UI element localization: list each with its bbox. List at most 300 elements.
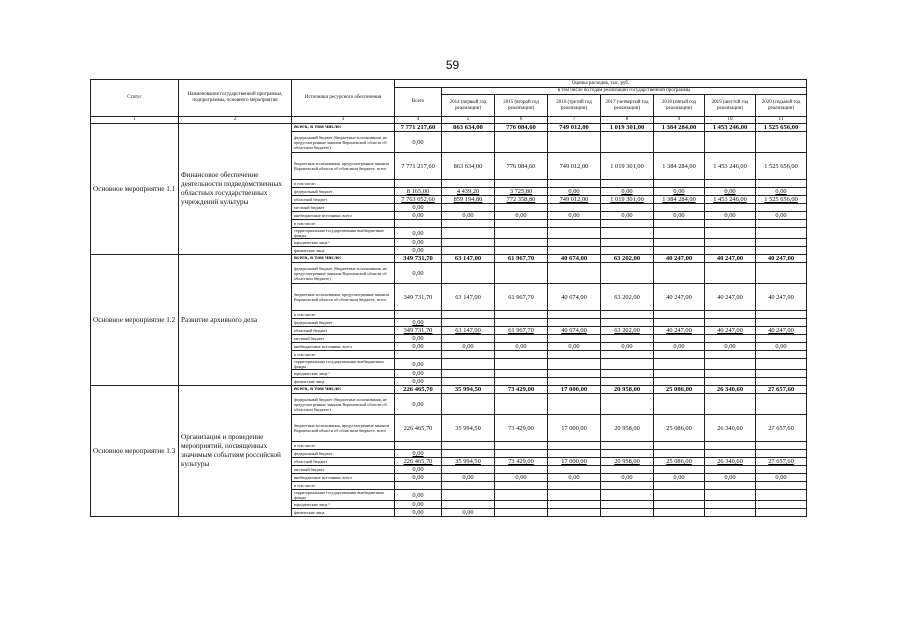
year-value-cell: 17 000,00: [548, 458, 601, 466]
year-value-cell: [548, 263, 601, 284]
year-value-cell: [654, 359, 705, 370]
funding-source-cell: всего, в том числе:: [292, 386, 395, 394]
year-value-cell: [548, 180, 601, 188]
funding-source-cell: физические лица: [292, 247, 395, 255]
year-value-cell: [756, 351, 807, 359]
year-value-cell: 0,00: [654, 474, 705, 482]
header-by-years: в том числе по годам реализации государственной программы: [442, 88, 807, 95]
funding-source-cell: внебюджетные источники, всего: [292, 343, 395, 351]
total-value-cell: 0,00: [395, 335, 442, 343]
funding-source-cell: федеральный бюджет (бюджетные ассигнования, не предусмотренные законом Воронежской области об областном бюджете): [292, 394, 395, 415]
year-value-cell: [705, 228, 756, 239]
funding-source-cell: в том числе:: [292, 311, 395, 319]
header-year: 2016 (третий год реализации): [548, 95, 601, 117]
total-value-cell: 226 465,70: [395, 415, 442, 442]
year-value-cell: [705, 311, 756, 319]
year-value-cell: 63 147,00: [442, 284, 495, 311]
year-value-cell: 73 429,00: [495, 458, 548, 466]
activity-name-cell: Организация и проведение мероприятий, посвященных значимым событиям российской культуры: [179, 386, 292, 517]
funding-source-cell: федеральный бюджет: [292, 188, 395, 196]
year-value-cell: [654, 450, 705, 458]
year-value-cell: 0,00: [548, 212, 601, 220]
year-value-cell: [601, 490, 654, 501]
year-value-cell: [495, 351, 548, 359]
total-value-cell: 0,00: [395, 450, 442, 458]
total-value-cell: 7 763 052,60: [395, 196, 442, 204]
year-value-cell: [601, 466, 654, 474]
year-value-cell: 63 147,00: [442, 255, 495, 263]
year-value-cell: [442, 319, 495, 327]
total-value-cell: 0,00: [395, 204, 442, 212]
year-value-cell: [601, 319, 654, 327]
year-value-cell: [705, 442, 756, 450]
funding-source-cell: бюджетные ассигнования, предусмотренные законом Воронежской области об областном бюджете, всего: [292, 415, 395, 442]
year-value-cell: [756, 228, 807, 239]
status-cell: Основное мероприятие 1.3: [91, 386, 179, 517]
year-value-cell: [495, 466, 548, 474]
year-value-cell: [654, 220, 705, 228]
year-value-cell: [601, 370, 654, 378]
total-value-cell: 0,00: [395, 359, 442, 370]
year-value-cell: [705, 204, 756, 212]
funding-source-cell: в том числе:: [292, 220, 395, 228]
column-number: 1: [91, 117, 179, 124]
year-value-cell: 35 994,50: [442, 458, 495, 466]
year-value-cell: [705, 394, 756, 415]
funding-source-cell: физические лица: [292, 509, 395, 517]
header-year: 2014 (первый год реализации): [442, 95, 495, 117]
year-value-cell: [495, 263, 548, 284]
year-value-cell: [442, 132, 495, 153]
total-value-cell: [395, 311, 442, 319]
year-value-cell: [495, 442, 548, 450]
year-value-cell: 73 429,00: [495, 386, 548, 394]
year-value-cell: [495, 180, 548, 188]
year-value-cell: 17 000,00: [548, 386, 601, 394]
year-value-cell: [705, 220, 756, 228]
year-value-cell: [601, 351, 654, 359]
year-value-cell: [756, 466, 807, 474]
year-value-cell: [756, 442, 807, 450]
year-value-cell: 1 453 246,00: [705, 124, 756, 132]
year-value-cell: [756, 501, 807, 509]
funding-source-cell: федеральный бюджет (бюджетные ассигнования, не предусмотренные законом Воронежской области об областном бюджете): [292, 263, 395, 284]
year-value-cell: [705, 263, 756, 284]
column-number: 7: [548, 117, 601, 124]
year-value-cell: 40 247,00: [756, 284, 807, 311]
year-value-cell: 20 958,00: [601, 415, 654, 442]
activity-name-cell: Развитие архивного дела: [179, 255, 292, 386]
year-value-cell: [601, 501, 654, 509]
year-value-cell: 0,00: [654, 188, 705, 196]
year-value-cell: 0,00: [756, 212, 807, 220]
year-value-cell: [442, 359, 495, 370]
year-value-cell: [756, 378, 807, 386]
year-value-cell: 0,00: [495, 474, 548, 482]
funding-source-cell: юридические лица ¹: [292, 370, 395, 378]
year-value-cell: [756, 132, 807, 153]
year-value-cell: [548, 335, 601, 343]
year-value-cell: [756, 319, 807, 327]
year-value-cell: 1 525 656,00: [756, 196, 807, 204]
year-value-cell: [756, 359, 807, 370]
year-value-cell: 61 967,70: [495, 284, 548, 311]
year-value-cell: 40 247,00: [705, 284, 756, 311]
funding-source-cell: юридические лица ¹: [292, 501, 395, 509]
year-value-cell: [548, 311, 601, 319]
status-cell: Основное мероприятие 1.2: [91, 255, 179, 386]
year-value-cell: [705, 501, 756, 509]
year-value-cell: [705, 370, 756, 378]
column-number: 3: [292, 117, 395, 124]
funding-source-cell: областной бюджет: [292, 458, 395, 466]
total-value-cell: [395, 482, 442, 490]
year-value-cell: [548, 132, 601, 153]
year-value-cell: [705, 359, 756, 370]
year-value-cell: 4 439,20: [442, 188, 495, 196]
year-value-cell: 0,00: [705, 474, 756, 482]
year-value-cell: 0,00: [442, 343, 495, 351]
year-value-cell: [756, 509, 807, 517]
year-value-cell: 61 967,70: [495, 327, 548, 335]
year-value-cell: [654, 394, 705, 415]
year-value-cell: 0,00: [601, 188, 654, 196]
year-value-cell: [442, 490, 495, 501]
year-value-cell: [654, 228, 705, 239]
total-value-cell: [395, 220, 442, 228]
year-value-cell: 40 674,00: [548, 284, 601, 311]
funding-source-cell: в том числе:: [292, 482, 395, 490]
funding-source-cell: местный бюджет: [292, 204, 395, 212]
year-value-cell: [601, 228, 654, 239]
year-value-cell: 0,00: [601, 474, 654, 482]
year-value-cell: 1 525 656,00: [756, 153, 807, 180]
year-value-cell: [548, 378, 601, 386]
year-value-cell: 26 340,60: [705, 415, 756, 442]
year-value-cell: [548, 482, 601, 490]
year-value-cell: 63 147,00: [442, 327, 495, 335]
total-value-cell: 349 731,70: [395, 284, 442, 311]
year-value-cell: [601, 450, 654, 458]
year-value-cell: [548, 359, 601, 370]
year-value-cell: [495, 394, 548, 415]
year-value-cell: [705, 239, 756, 247]
year-value-cell: [442, 378, 495, 386]
year-value-cell: 1 384 284,00: [654, 196, 705, 204]
funding-source-cell: областной бюджет: [292, 196, 395, 204]
year-value-cell: 749 012,00: [548, 153, 601, 180]
total-value-cell: 0,00: [395, 474, 442, 482]
year-value-cell: [756, 482, 807, 490]
year-value-cell: 1 453 246,00: [705, 196, 756, 204]
header-year: 2018 (пятый год реализации): [654, 95, 705, 117]
year-value-cell: 0,00: [654, 343, 705, 351]
year-value-cell: [495, 228, 548, 239]
header-status: Статус: [91, 80, 179, 117]
total-value-cell: 0,00: [395, 509, 442, 517]
year-value-cell: [601, 311, 654, 319]
page-number: 59: [445, 58, 460, 72]
year-value-cell: [442, 180, 495, 188]
year-value-cell: [756, 490, 807, 501]
funding-source-cell: в том числе:: [292, 442, 395, 450]
year-value-cell: [705, 482, 756, 490]
column-number: 8: [601, 117, 654, 124]
year-value-cell: 40 247,00: [705, 327, 756, 335]
year-value-cell: [705, 319, 756, 327]
year-value-cell: [756, 370, 807, 378]
year-value-cell: 859 194,80: [442, 196, 495, 204]
year-value-cell: [705, 335, 756, 343]
year-value-cell: [495, 247, 548, 255]
year-value-cell: [705, 466, 756, 474]
funding-source-cell: всего, в том числе:: [292, 255, 395, 263]
column-number: 6: [495, 117, 548, 124]
year-value-cell: 0,00: [548, 188, 601, 196]
year-value-cell: 0,00: [548, 343, 601, 351]
year-value-cell: [442, 501, 495, 509]
year-value-cell: 73 429,00: [495, 415, 548, 442]
year-value-cell: 1 019 301,00: [601, 124, 654, 132]
year-value-cell: 863 634,00: [442, 153, 495, 180]
table-row: [91, 386, 807, 394]
column-number: 11: [756, 117, 807, 124]
year-value-cell: [756, 180, 807, 188]
funding-source-cell: в том числе:: [292, 180, 395, 188]
funding-source-cell: областной бюджет: [292, 327, 395, 335]
total-value-cell: 0,00: [395, 247, 442, 255]
total-value-cell: 0,00: [395, 132, 442, 153]
total-value-cell: 0,00: [395, 228, 442, 239]
year-value-cell: 776 084,60: [495, 124, 548, 132]
year-value-cell: [442, 442, 495, 450]
year-value-cell: 1 384 284,00: [654, 124, 705, 132]
year-value-cell: 20 958,00: [601, 458, 654, 466]
year-value-cell: 63 202,00: [601, 327, 654, 335]
year-value-cell: [756, 450, 807, 458]
year-value-cell: [654, 204, 705, 212]
year-value-cell: 0,00: [705, 343, 756, 351]
activity-name-cell: Финансовое обеспечение деятельности подведомственных областных государственных учреждений культуры: [179, 124, 292, 255]
year-value-cell: 25 086,00: [654, 386, 705, 394]
year-value-cell: 0,00: [756, 343, 807, 351]
year-value-cell: [601, 247, 654, 255]
header-total: Всего: [395, 88, 442, 117]
funding-source-cell: федеральный бюджет (бюджетные ассигнования, не предусмотренные законом Воронежской области об областном бюджете): [292, 132, 395, 153]
year-value-cell: 40 247,00: [756, 255, 807, 263]
year-value-cell: [495, 450, 548, 458]
budget-table: [90, 79, 807, 517]
total-value-cell: 0,00: [395, 394, 442, 415]
year-value-cell: [495, 359, 548, 370]
column-number: 5: [442, 117, 495, 124]
year-value-cell: [601, 394, 654, 415]
funding-source-cell: внебюджетные источники, всего: [292, 212, 395, 220]
year-value-cell: [601, 509, 654, 517]
year-value-cell: [548, 239, 601, 247]
year-value-cell: 17 000,00: [548, 415, 601, 442]
year-value-cell: 61 967,70: [495, 255, 548, 263]
year-value-cell: 40 247,00: [654, 255, 705, 263]
total-value-cell: [395, 442, 442, 450]
year-value-cell: [756, 335, 807, 343]
header-year: 2017 (четвертый год реализации): [601, 95, 654, 117]
year-value-cell: [756, 247, 807, 255]
year-value-cell: [442, 370, 495, 378]
year-value-cell: [705, 180, 756, 188]
year-value-cell: [654, 132, 705, 153]
total-value-cell: 0,00: [395, 263, 442, 284]
total-value-cell: [395, 351, 442, 359]
funding-source-cell: федеральный бюджет: [292, 319, 395, 327]
year-value-cell: 63 202,00: [601, 284, 654, 311]
year-value-cell: 0,00: [548, 474, 601, 482]
year-value-cell: 35 994,50: [442, 415, 495, 442]
year-value-cell: [601, 132, 654, 153]
total-value-cell: 0,00: [395, 343, 442, 351]
year-value-cell: 40 674,00: [548, 327, 601, 335]
year-value-cell: [601, 359, 654, 370]
year-value-cell: 27 657,60: [756, 458, 807, 466]
year-value-cell: 26 340,60: [705, 458, 756, 466]
year-value-cell: [495, 220, 548, 228]
year-value-cell: [548, 509, 601, 517]
funding-source-cell: территориальные государственные внебюджетные фонды: [292, 490, 395, 501]
year-value-cell: [442, 466, 495, 474]
year-value-cell: [756, 394, 807, 415]
year-value-cell: [495, 509, 548, 517]
year-value-cell: [548, 319, 601, 327]
year-value-cell: [654, 482, 705, 490]
year-value-cell: [654, 466, 705, 474]
year-value-cell: [756, 220, 807, 228]
year-value-cell: [654, 239, 705, 247]
table-row: [91, 124, 807, 132]
total-value-cell: 349 731,70: [395, 327, 442, 335]
header-program-name: Наименование государственной программы, подпрограммы, основного мероприятия: [179, 80, 292, 117]
year-value-cell: [495, 204, 548, 212]
year-value-cell: [548, 228, 601, 239]
year-value-cell: [705, 378, 756, 386]
year-value-cell: 1 525 656,00: [756, 124, 807, 132]
year-value-cell: [442, 394, 495, 415]
year-value-cell: [756, 263, 807, 284]
funding-source-cell: федеральный бюджет: [292, 450, 395, 458]
year-value-cell: [654, 501, 705, 509]
year-value-cell: 0,00: [756, 188, 807, 196]
year-value-cell: 1 019 301,00: [601, 153, 654, 180]
year-value-cell: [495, 490, 548, 501]
year-value-cell: [654, 335, 705, 343]
year-value-cell: 1 384 284,00: [654, 153, 705, 180]
year-value-cell: 35 994,50: [442, 386, 495, 394]
year-value-cell: [442, 450, 495, 458]
funding-source-cell: бюджетные ассигнования, предусмотренные законом Воронежской области об областном бюджете, всего: [292, 153, 395, 180]
table-row: [91, 255, 807, 263]
funding-source-cell: внебюджетные источники, всего: [292, 474, 395, 482]
year-value-cell: [442, 351, 495, 359]
funding-source-cell: местный бюджет: [292, 335, 395, 343]
year-value-cell: [756, 204, 807, 212]
total-value-cell: 0,00: [395, 239, 442, 247]
column-number: 2: [179, 117, 292, 124]
header-year: 2020 (седьмой год реализации): [756, 95, 807, 117]
funding-source-cell: территориальные государственные внебюджетные фонды: [292, 359, 395, 370]
year-value-cell: [654, 247, 705, 255]
year-value-cell: [495, 239, 548, 247]
year-value-cell: 0,00: [601, 343, 654, 351]
total-value-cell: 0,00: [395, 319, 442, 327]
total-value-cell: 0,00: [395, 501, 442, 509]
year-value-cell: [495, 378, 548, 386]
column-number: 9: [654, 117, 705, 124]
year-value-cell: 40 247,00: [705, 255, 756, 263]
year-value-cell: 0,00: [442, 474, 495, 482]
header-funding-sources: Источники ресурсного обеспечения: [292, 80, 395, 117]
year-value-cell: [548, 450, 601, 458]
column-number: 4: [395, 117, 442, 124]
total-value-cell: 0,00: [395, 466, 442, 474]
total-value-cell: 0,00: [395, 378, 442, 386]
year-value-cell: [548, 247, 601, 255]
year-value-cell: [601, 482, 654, 490]
year-value-cell: [442, 228, 495, 239]
year-value-cell: 0,00: [495, 343, 548, 351]
year-value-cell: [548, 370, 601, 378]
funding-source-cell: бюджетные ассигнования, предусмотренные законом Воронежской области об областном бюджете, всего: [292, 284, 395, 311]
year-value-cell: [495, 319, 548, 327]
year-value-cell: [654, 370, 705, 378]
total-value-cell: 226 465,70: [395, 386, 442, 394]
year-value-cell: [442, 239, 495, 247]
year-value-cell: 0,00: [705, 188, 756, 196]
year-value-cell: 1 019 301,00: [601, 196, 654, 204]
year-value-cell: [495, 335, 548, 343]
status-cell: Основное мероприятие 1.1: [91, 124, 179, 255]
header-year: 2019 (шестой год реализации): [705, 95, 756, 117]
year-value-cell: [705, 450, 756, 458]
year-value-cell: 1 453 246,00: [705, 153, 756, 180]
year-value-cell: 0,00: [705, 212, 756, 220]
funding-source-cell: местный бюджет: [292, 466, 395, 474]
year-value-cell: [495, 132, 548, 153]
year-value-cell: [654, 442, 705, 450]
year-value-cell: 20 958,00: [601, 386, 654, 394]
year-value-cell: [548, 204, 601, 212]
header-year: 2015 (второй год реализации): [495, 95, 548, 117]
year-value-cell: [495, 501, 548, 509]
total-value-cell: 8 165,00: [395, 188, 442, 196]
year-value-cell: [601, 204, 654, 212]
year-value-cell: 0,00: [756, 474, 807, 482]
table-body: [91, 124, 807, 517]
total-value-cell: 0,00: [395, 212, 442, 220]
year-value-cell: 0,00: [495, 212, 548, 220]
year-value-cell: [442, 335, 495, 343]
year-value-cell: 26 340,60: [705, 386, 756, 394]
year-value-cell: [756, 239, 807, 247]
year-value-cell: [601, 239, 654, 247]
total-value-cell: 7 771 217,60: [395, 153, 442, 180]
year-value-cell: 63 202,00: [601, 255, 654, 263]
year-value-cell: [442, 263, 495, 284]
total-value-cell: 226 465,70: [395, 458, 442, 466]
funding-source-cell: юридические лица ¹: [292, 239, 395, 247]
year-value-cell: [442, 204, 495, 212]
year-value-cell: [548, 466, 601, 474]
year-value-cell: [654, 319, 705, 327]
year-value-cell: [756, 311, 807, 319]
